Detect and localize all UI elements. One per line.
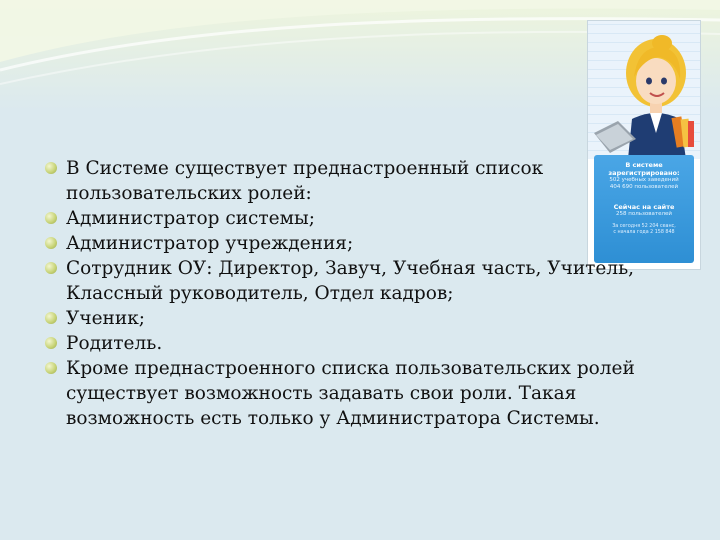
list-item [44, 231, 684, 256]
registered-institutions: 502 учебных заведений [609, 177, 679, 183]
list-item-text: Ученик; [66, 308, 146, 329]
list-item [44, 306, 684, 331]
sessions-today: За сегодня 52 204 сеанс, [612, 224, 676, 229]
list-item-text: Администратор учреждения; [66, 233, 354, 254]
promo-photo [588, 21, 700, 159]
online-title: Сейчас на сайте [613, 203, 675, 211]
role-list [44, 156, 684, 431]
bullet-icon [45, 337, 57, 349]
list-item [44, 356, 684, 431]
list-item-text: Администратор системы; [66, 208, 315, 229]
bullet-icon [45, 212, 57, 224]
bullet-icon [45, 237, 57, 249]
registered-title: В системе зарегистрировано: [608, 161, 680, 177]
list-item [44, 331, 684, 356]
bullet-icon [45, 262, 57, 274]
bullet-icon [45, 312, 57, 324]
registered-users: 404 690 пользователей [609, 184, 679, 190]
bullet-icon [45, 362, 57, 374]
sessions-year: с начала года 2 158 848 [613, 230, 675, 235]
list-item-text: Родитель. [66, 333, 163, 354]
list-item [44, 156, 566, 206]
online-users: 258 пользователей [616, 211, 672, 217]
woman-with-laptop-illustration [588, 21, 700, 159]
list-item-text: Кроме преднастроенного списка пользовательских ролей существует возможность задавать свои роли. Такая возможность есть только у Администратора Системы. [66, 358, 635, 429]
list-item [44, 256, 684, 306]
list-item [44, 206, 684, 231]
list-item-text: В Системе существует преднастроенный список пользовательских ролей: [66, 158, 544, 204]
bullet-icon [45, 162, 57, 174]
list-item-text: Сотрудник ОУ: Директор, Завуч, Учебная часть, Учитель, Классный руководитель, Отдел кадров; [66, 258, 635, 304]
